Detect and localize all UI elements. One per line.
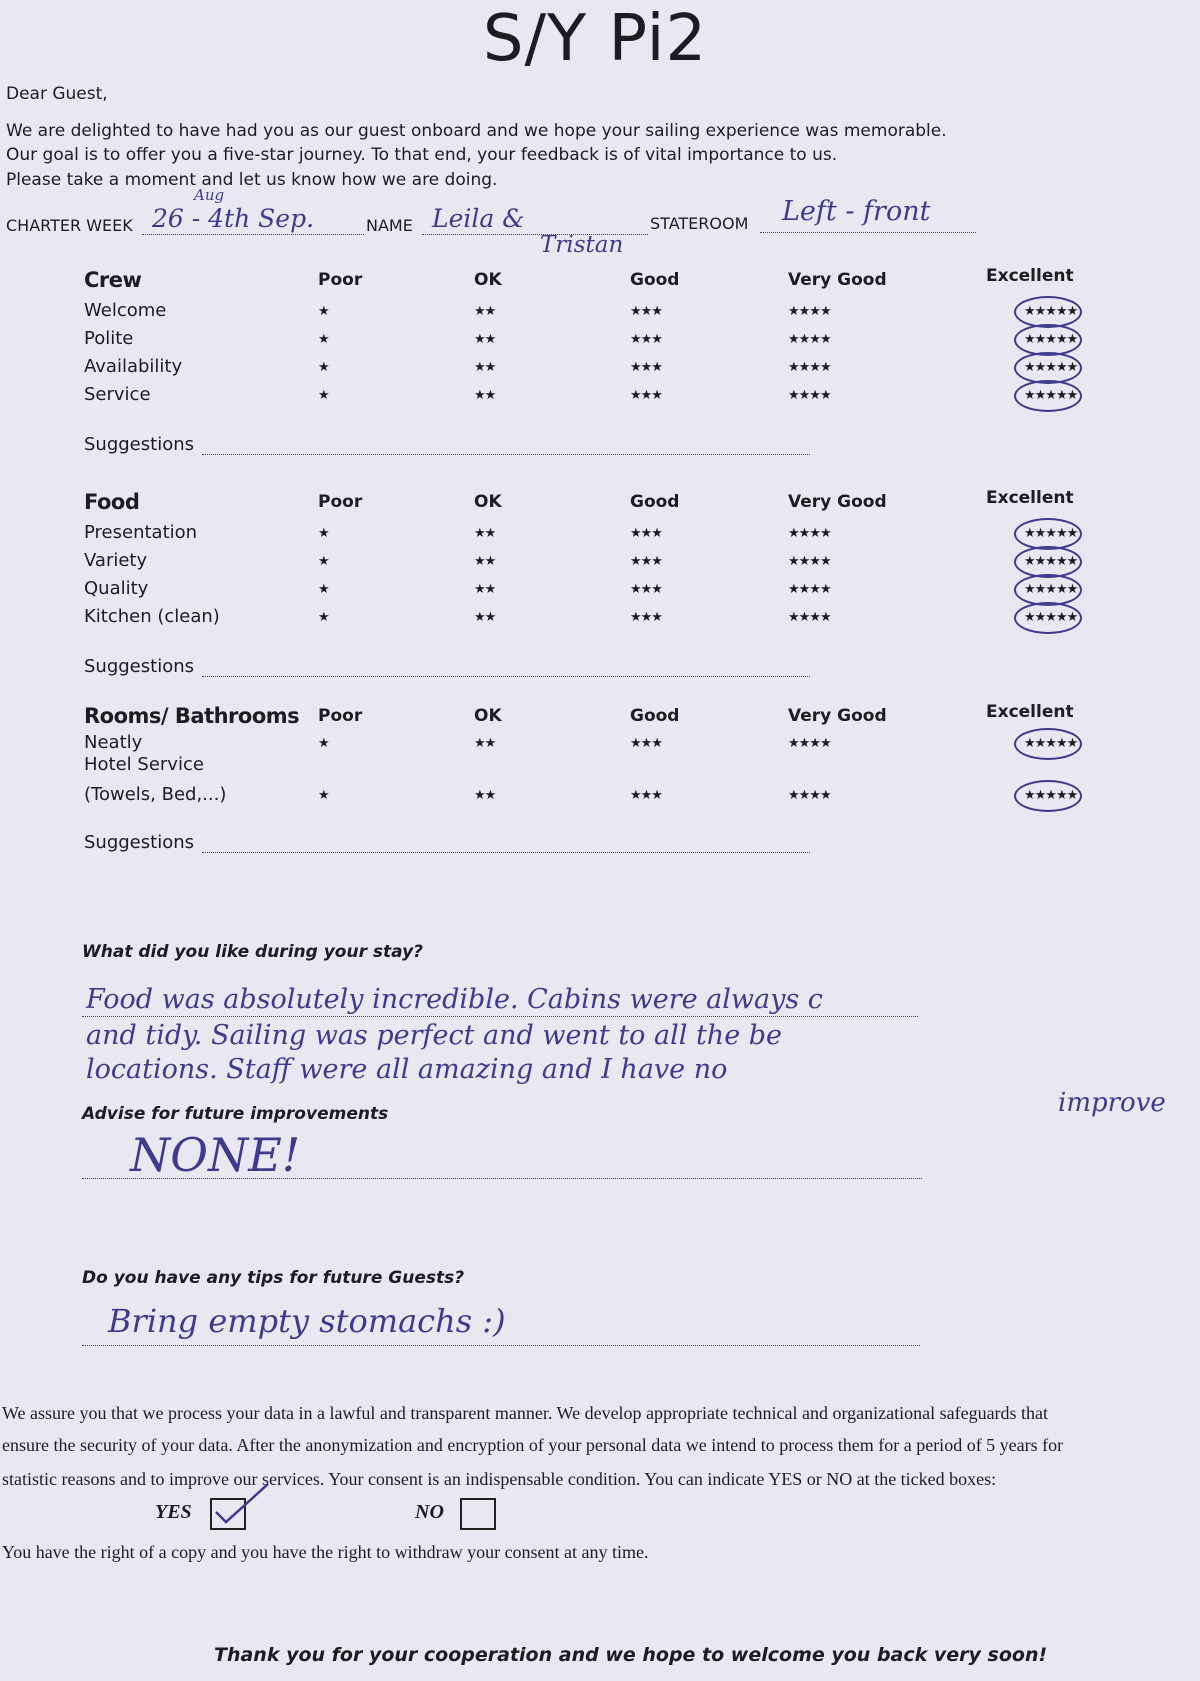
column-header: Poor	[318, 270, 363, 290]
row-label: Neatly	[84, 732, 143, 753]
star-rating-option[interactable]: ★★★★★	[1024, 736, 1078, 751]
name-value[interactable]: Leila &	[432, 204, 525, 233]
selection-circle	[1014, 602, 1082, 634]
star-rating-option[interactable]: ★★★	[630, 554, 662, 569]
star-rating-option[interactable]: ★★	[474, 388, 496, 403]
row-label: Presentation	[84, 522, 198, 543]
intro-line-2: Our goal is to offer you a five-star journey. To that end, your feedback is of vital importance to us.	[6, 145, 838, 165]
star-rating-option[interactable]: ★★★★	[788, 388, 831, 403]
row-label: Polite	[84, 328, 134, 349]
column-header: Poor	[318, 492, 363, 512]
star-rating-option[interactable]: ★	[318, 388, 329, 403]
liked-question: What did you like during your stay?	[82, 942, 424, 962]
liked-answer-overflow: improve	[1058, 1088, 1166, 1118]
liked-answer-line-1[interactable]: Food was absolutely incredible. Cabins were always c	[86, 984, 823, 1015]
section-title: Crew	[84, 268, 142, 292]
star-rating-option[interactable]: ★★★★	[788, 582, 831, 597]
star-rating-option[interactable]: ★★★★★	[1024, 526, 1078, 541]
selection-circle	[1014, 780, 1082, 812]
star-rating-option[interactable]: ★★	[474, 304, 496, 319]
column-header: Good	[630, 706, 680, 726]
star-rating-option[interactable]: ★★★	[630, 360, 662, 375]
row-label: Kitchen (clean)	[84, 606, 220, 627]
tips-line	[82, 1345, 920, 1346]
column-header: OK	[474, 706, 502, 726]
star-rating-option[interactable]: ★★	[474, 332, 496, 347]
suggestions-label: Suggestions	[84, 832, 194, 853]
yes-label: YES	[155, 1501, 192, 1523]
no-checkbox[interactable]	[460, 1498, 496, 1530]
star-rating-option[interactable]: ★★★★★	[1024, 610, 1078, 625]
liked-line	[82, 1016, 918, 1017]
greeting: Dear Guest,	[6, 84, 108, 104]
suggestions-label: Suggestions	[84, 656, 194, 677]
column-header: OK	[474, 270, 502, 290]
star-rating-option[interactable]: ★★	[474, 360, 496, 375]
suggestions-line[interactable]	[202, 852, 810, 853]
row-label: Variety	[84, 550, 148, 571]
column-header: Very Good	[788, 270, 887, 290]
star-rating-option[interactable]: ★	[318, 332, 329, 347]
yes-checkbox[interactable]	[210, 1498, 246, 1530]
column-header: OK	[474, 492, 502, 512]
column-header: Excellent	[986, 266, 1074, 286]
star-rating-option[interactable]: ★★★	[630, 388, 662, 403]
star-rating-option[interactable]: ★★★★	[788, 736, 831, 751]
intro-line-1: We are delighted to have had you as our guest onboard and we hope your sailing experience was memorable.	[6, 121, 947, 141]
star-rating-option[interactable]: ★★★★★	[1024, 304, 1078, 319]
legal-line-1: We assure you that we process your data in a lawful and transparent manner. We develop appropriate technical and organizational safeguards that	[2, 1403, 1049, 1423]
row-label: Hotel Service	[84, 754, 204, 775]
column-header: Good	[630, 492, 680, 512]
star-rating-option[interactable]: ★★★	[630, 332, 662, 347]
column-header: Excellent	[986, 702, 1074, 722]
selection-circle	[1014, 728, 1082, 760]
star-rating-option[interactable]: ★★★	[630, 582, 662, 597]
row-label: (Towels, Bed,...)	[84, 784, 227, 805]
tips-question: Do you have any tips for future Guests?	[82, 1268, 465, 1288]
star-rating-option[interactable]: ★★★★	[788, 332, 831, 347]
row-label: Welcome	[84, 300, 167, 321]
stateroom-value[interactable]: Left - front	[782, 196, 931, 227]
suggestions-line[interactable]	[202, 676, 810, 677]
star-rating-option[interactable]: ★★★	[630, 304, 662, 319]
charter-week-value[interactable]: 26 - 4th Sep.	[152, 204, 315, 233]
name-value-2: Tristan	[540, 232, 624, 258]
check-mark-icon	[210, 1478, 270, 1538]
page-title: S/Y Pi2	[482, 2, 708, 76]
legal-line-2: ensure the security of your data. After the anonymization and encryption of your personal data we intend to process them for a period of 5 years for	[2, 1435, 1064, 1455]
row-label: Availability	[84, 356, 183, 377]
name-label: NAME	[366, 216, 413, 235]
star-rating-option[interactable]: ★	[318, 788, 329, 803]
star-rating-option[interactable]: ★★★★	[788, 554, 831, 569]
star-rating-option[interactable]: ★★★★★	[1024, 582, 1078, 597]
star-rating-option[interactable]: ★★	[474, 582, 496, 597]
intro-line-3: Please take a moment and let us know how we are doing.	[6, 170, 498, 190]
star-rating-option[interactable]: ★★★★★	[1024, 332, 1078, 347]
charter-week-label: CHARTER WEEK	[6, 216, 133, 235]
star-rating-option[interactable]: ★	[318, 554, 329, 569]
suggestions-label: Suggestions	[84, 434, 194, 455]
star-rating-option[interactable]: ★★★★	[788, 360, 831, 375]
liked-answer-line-3: locations. Staff were all amazing and I have no	[86, 1054, 728, 1085]
thank-you-text: Thank you for your cooperation and we hope to welcome you back very soon!	[214, 1644, 1048, 1666]
star-rating-option[interactable]: ★★	[474, 788, 496, 803]
stateroom-line	[760, 232, 976, 233]
star-rating-option[interactable]: ★	[318, 304, 329, 319]
selection-circle	[1014, 380, 1082, 412]
legal-line-3: statistic reasons and to improve our services. Your consent is an indispensable condition. You can indicate YES or NO at the ticked boxes:	[2, 1469, 997, 1489]
charter-week-line	[142, 234, 364, 235]
star-rating-option[interactable]: ★★	[474, 526, 496, 541]
star-rating-option[interactable]: ★★★★★	[1024, 388, 1078, 403]
column-header: Good	[630, 270, 680, 290]
advise-question: Advise for future improvements	[82, 1104, 389, 1124]
row-label: Service	[84, 384, 151, 405]
column-header: Very Good	[788, 492, 887, 512]
star-rating-option[interactable]: ★	[318, 610, 329, 625]
star-rating-option[interactable]: ★★★★	[788, 788, 831, 803]
star-rating-option[interactable]: ★★★★★	[1024, 554, 1078, 569]
star-rating-option[interactable]: ★★★★	[788, 526, 831, 541]
charter-week-note: Aug	[194, 186, 225, 204]
column-header: Excellent	[986, 488, 1074, 508]
star-rating-option[interactable]: ★	[318, 736, 329, 751]
star-rating-option[interactable]: ★	[318, 360, 329, 375]
advise-answer[interactable]: NONE!	[130, 1128, 301, 1182]
row-label: Quality	[84, 578, 149, 599]
star-rating-option[interactable]: ★★★★	[788, 610, 831, 625]
star-rating-option[interactable]: ★★★	[630, 526, 662, 541]
rights-text: You have the right of a copy and you have the right to withdraw your consent at any time.	[2, 1542, 649, 1562]
star-rating-option[interactable]: ★★	[474, 736, 496, 751]
stateroom-label: STATEROOM	[650, 214, 749, 233]
star-rating-option[interactable]: ★★	[474, 610, 496, 625]
no-label: NO	[415, 1501, 444, 1523]
tips-answer[interactable]: Bring empty stomachs :)	[108, 1302, 506, 1340]
star-rating-option[interactable]: ★★★★★	[1024, 788, 1078, 803]
star-rating-option[interactable]: ★★	[474, 554, 496, 569]
star-rating-option[interactable]: ★★★	[630, 788, 662, 803]
suggestions-line[interactable]	[202, 454, 810, 455]
star-rating-option[interactable]: ★★★	[630, 610, 662, 625]
star-rating-option[interactable]: ★★★★★	[1024, 360, 1078, 375]
column-header: Very Good	[788, 706, 887, 726]
star-rating-option[interactable]: ★	[318, 582, 329, 597]
liked-answer-line-2: and tidy. Sailing was perfect and went to all the be	[86, 1020, 783, 1051]
column-header: Poor	[318, 706, 363, 726]
section-title: Food	[84, 490, 140, 514]
section-title: Rooms/ Bathrooms	[84, 704, 300, 728]
star-rating-option[interactable]: ★★★	[630, 736, 662, 751]
star-rating-option[interactable]: ★	[318, 526, 329, 541]
star-rating-option[interactable]: ★★★★	[788, 304, 831, 319]
